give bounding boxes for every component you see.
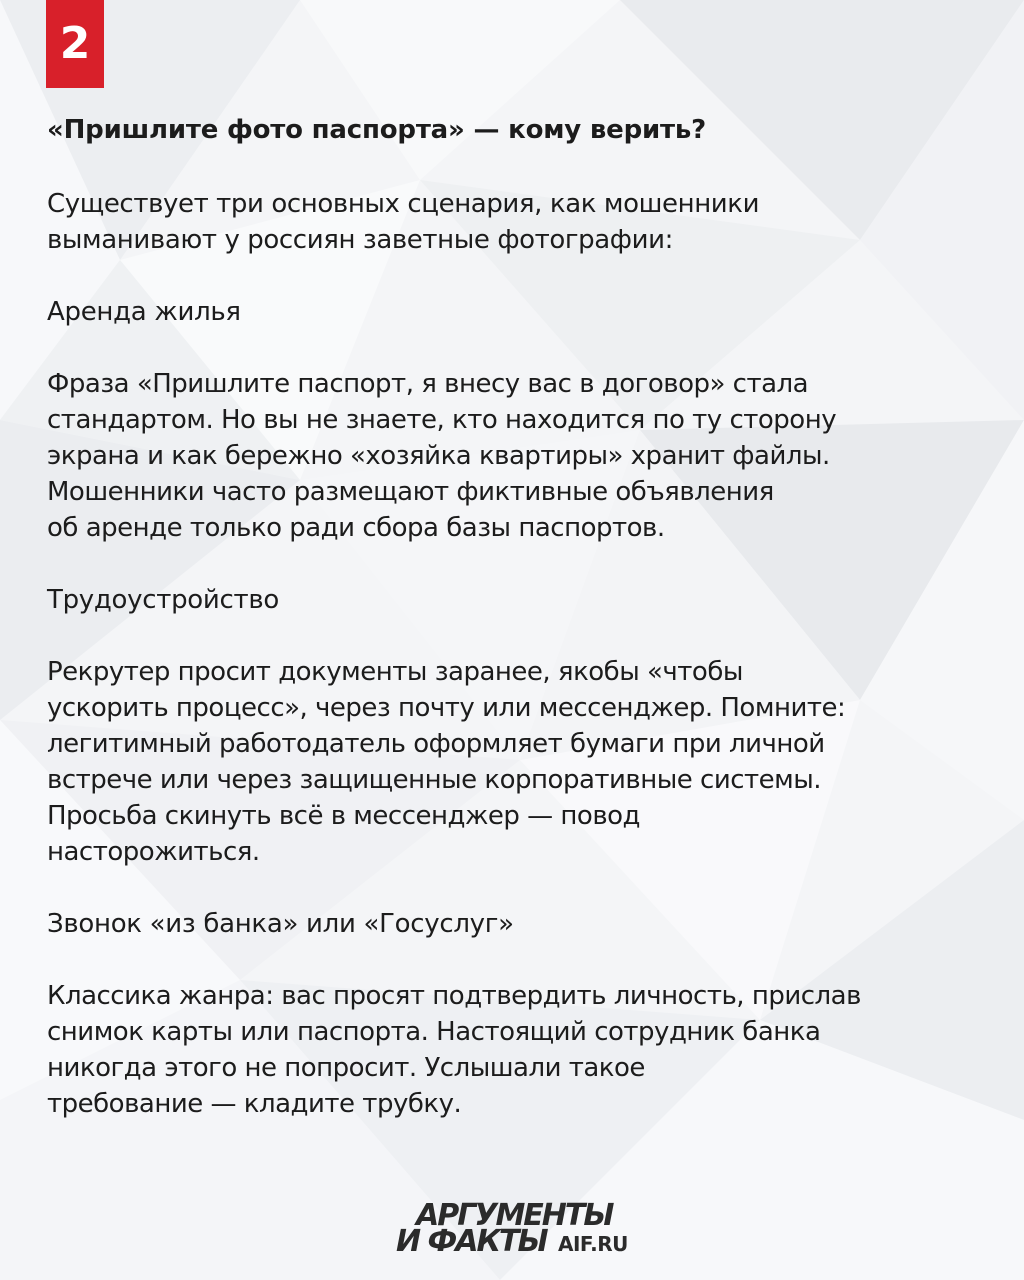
intro-paragraph <box>47 186 987 258</box>
section-text-rent <box>47 366 987 546</box>
text-line: Классика жанра: вас просят подтвердить личность, прислав <box>47 981 861 1011</box>
text-line: требование — кладите трубку. <box>47 1089 462 1119</box>
section-heading-bank-call: Звонок «из банка» или «Госуслуг» <box>47 909 514 939</box>
logo-site: AIF.RU <box>558 1232 628 1256</box>
page-number-badge: 2 <box>46 0 104 88</box>
text-line: никогда этого не попросит. Услышали такое <box>47 1053 645 1083</box>
text-line: насторожиться. <box>47 837 260 867</box>
logo-line-1: АРГУМЕНТЫ <box>416 1198 613 1233</box>
text-line: встрече или через защищенные корпоративные системы. <box>47 765 822 795</box>
aif-logo <box>396 1200 656 1262</box>
text-line: Фраза «Пришлите паспорт, я внесу вас в договор» стала <box>47 369 809 399</box>
text-line: экрана и как бережно «хозяйка квартиры» хранит файлы. <box>47 441 830 471</box>
text-line: Просьба скинуть всё в мессенджер — повод <box>47 801 641 831</box>
section-heading-rent: Аренда жилья <box>47 297 241 327</box>
text-line: Мошенники часто размещают фиктивные объявления <box>47 477 774 507</box>
logo-line-2: И ФАКТЫ <box>396 1224 547 1259</box>
intro-line: Существует три основных сценария, как мошенники <box>47 189 760 219</box>
text-line: легитимный работодатель оформляет бумаги при личной <box>47 729 825 759</box>
text-line: Рекрутер просит документы заранее, якобы «чтобы <box>47 657 743 687</box>
section-text-employment <box>47 654 987 870</box>
text-line: ускорить процесс», через почту или мессенджер. Помните: <box>47 693 846 723</box>
section-heading-employment: Трудоустройство <box>47 585 279 615</box>
text-line: снимок карты или паспорта. Настоящий сотрудник банка <box>47 1017 821 1047</box>
article-title: «Пришлите фото паспорта» — кому верить? <box>47 115 706 145</box>
text-line: стандартом. Но вы не знаете, кто находится по ту сторону <box>47 405 837 435</box>
intro-line: выманивают у россиян заветные фотографии: <box>47 225 673 255</box>
section-text-bank-call <box>47 978 987 1122</box>
text-line: об аренде только ради сбора базы паспортов. <box>47 513 665 543</box>
article-body <box>47 112 987 1122</box>
